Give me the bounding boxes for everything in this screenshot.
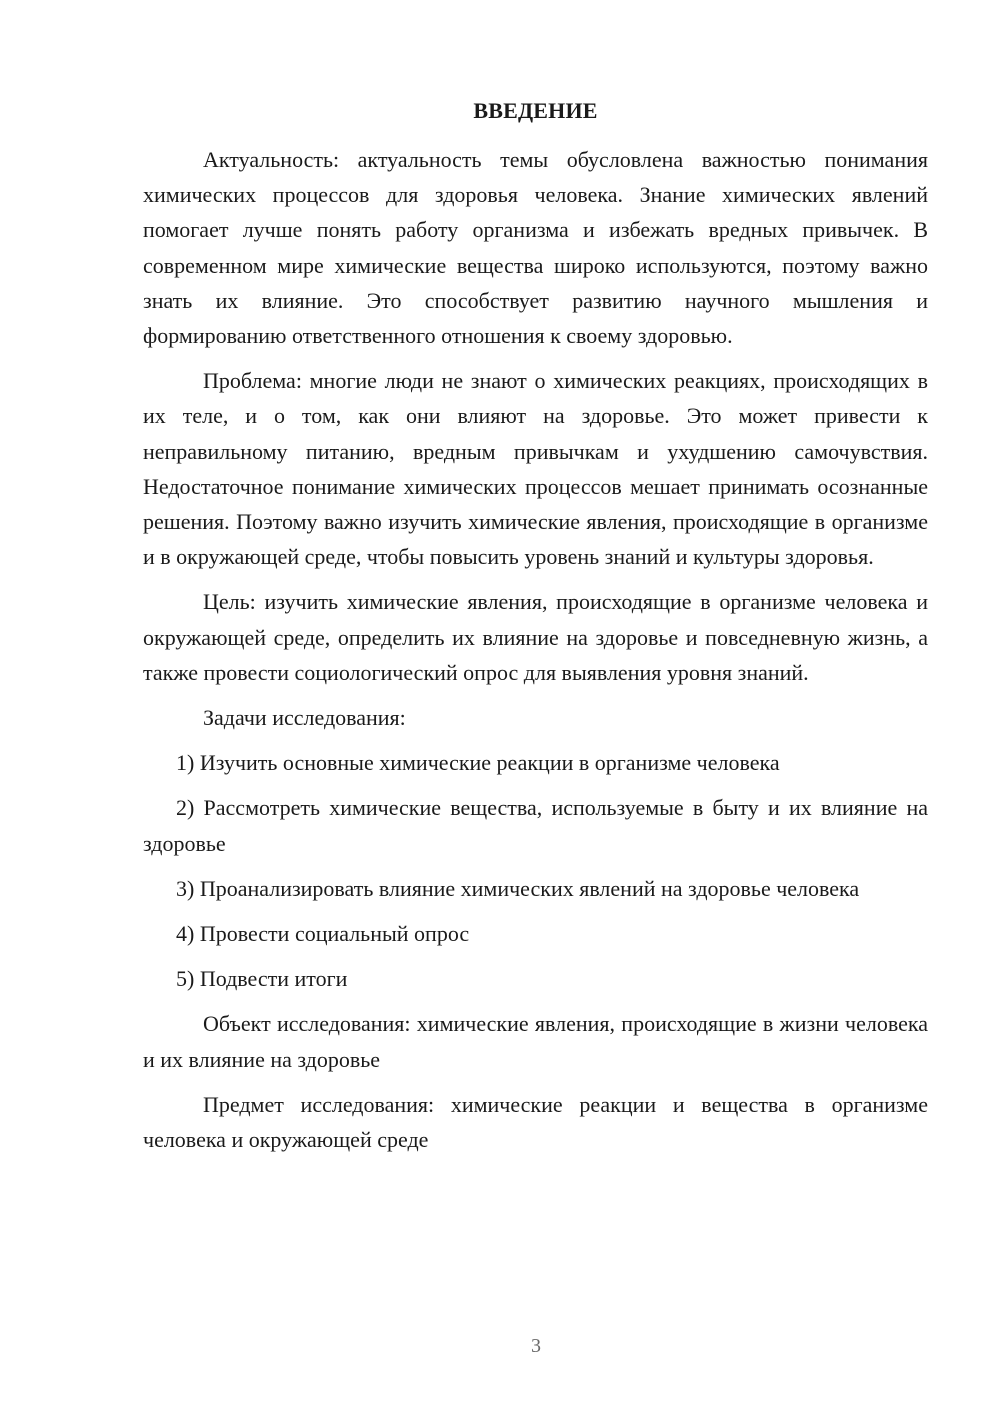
task-item: 5) Подвести итоги <box>176 966 348 992</box>
paragraph-goal: Цель: изучить химические явления, происходящие в организме человека и окружающей среде, определить их влияние на здоровье и повседневную жизнь, а также провести социологический опрос для выявления уровня знаний. <box>143 589 928 685</box>
task-item: 1) Изучить основные химические реакции в организме человека <box>176 750 780 776</box>
task-item: 3) Проанализировать влияние химических явлений на здоровье человека <box>176 875 860 901</box>
paragraph-subject: Предмет исследования: химические реакции и вещества в организме человека и окружающей среде <box>143 1091 928 1153</box>
tasks-heading: Задачи исследования: <box>203 705 406 731</box>
paragraph-object: Объект исследования: химические явления, происходящие в жизни человека и их влияние на здоровье <box>143 1011 928 1072</box>
paragraph-problem: Проблема: многие люди не знают о химических реакциях, происходящих в их теле, и о том, как они влияют на здоровье. Это может привести к неправильному питанию, вредным привычкам и ухудшению самочувствия. Недостаточное понимание химических процессов мешает принимать осознанные решения. Поэтому важно изучить химические явления, происходящие в организме и в окружающей среде, чтобы повысить уровень знаний и культуры здоровья. <box>143 368 928 570</box>
task-item: 4) Провести социальный опрос <box>176 921 470 947</box>
document-body <box>143 142 928 1157</box>
page-number: 3 <box>531 1335 541 1357</box>
page-title: ВВЕДЕНИЕ <box>473 98 598 123</box>
paragraph-relevance: Актуальность: актуальность темы обусловлена важностью понимания химических процессов для здоровья человека. Знание химических явлений помогает лучше понять работу организма и избежать вредных привычек. В современном мире химические вещества широко используются, поэтому важно знать их влияние. Это способствует развитию научного мышления и формированию ответственного отношения к своему здоровью. <box>143 147 928 349</box>
task-item: 2) Рассмотреть химические вещества, используемые в быту и их влияние на здоровье <box>143 795 928 856</box>
